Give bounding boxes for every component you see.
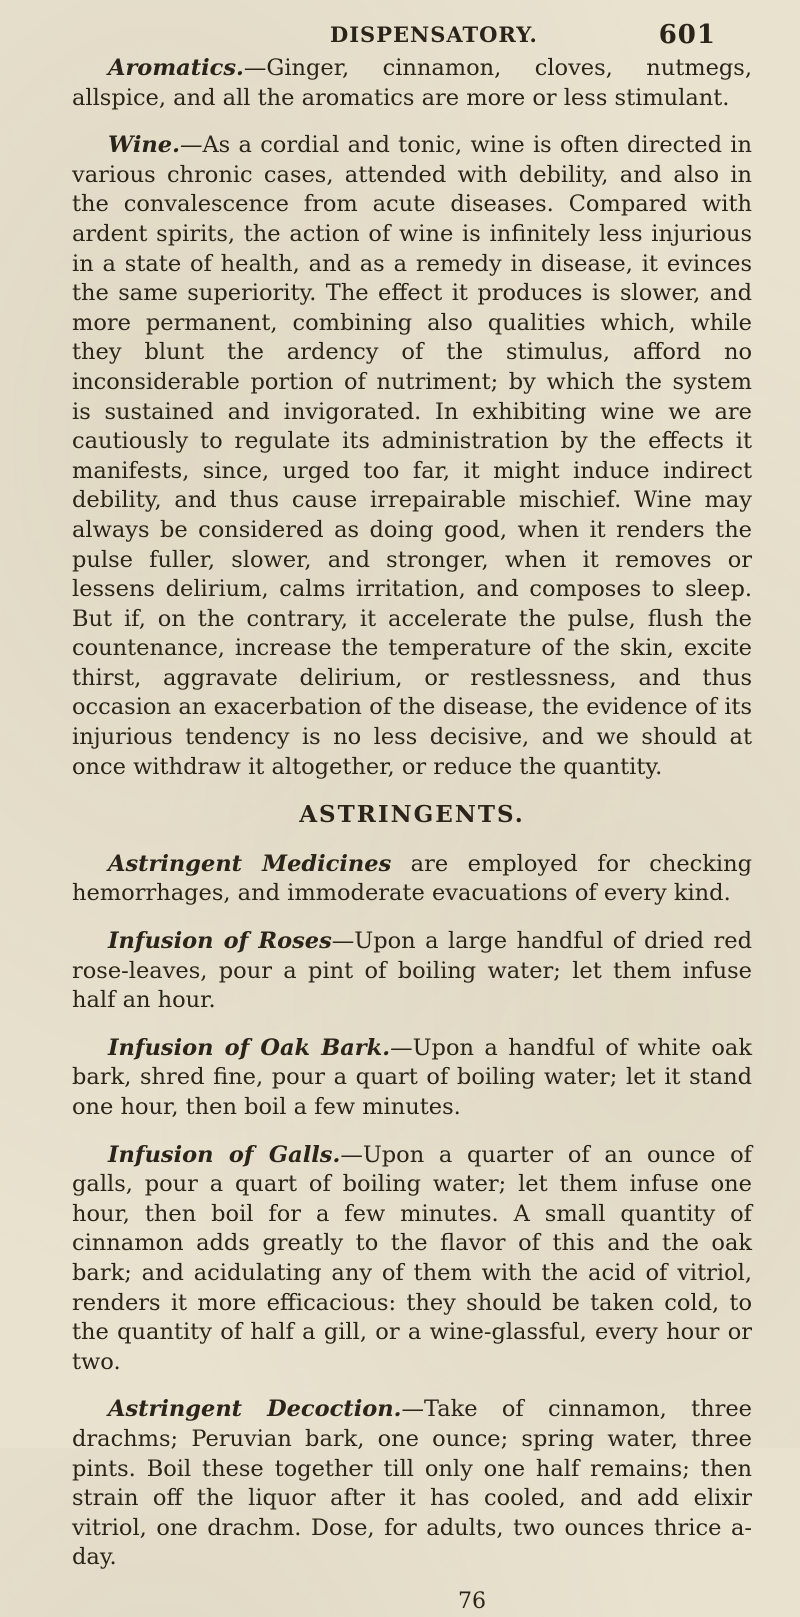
- text-infusion-oak: —Upon a handful of white oak bark, shred fine, pour a quart of boiling water; let it stand one hour, then boil a few minutes.: [72, 1034, 752, 1120]
- lead-infusion-oak: Infusion of Oak Bark.: [108, 1034, 391, 1061]
- signature-mark: 76: [458, 1588, 486, 1614]
- text-wine: —As a cordial and tonic, wine is often directed in various chronic cases, attended with debility, and also in the convalescence from acute diseases. Compared with ardent spirits, the action of wine is infinitely less injurious in a state of health, and as a remedy in disease, it evinces the same superiority. The effect it produces is slower, and more permanent, combining also qualities which, while they blunt the ardency of the stimulus, afford no inconsiderable portion of nutriment; by which the system is sustained and invigorated. In exhibiting wine we are cautiously to regulate its administration by the effects it manifests, since, urged too far, it might induce indirect debility, and thus cause irrepairable mischief. Wine may always be considered as doing good, when it renders the pulse fuller, slower, and stronger, when it removes or lessens delirium, calms irritation, and composes to sleep. But if, on the contrary, it accelerate the pulse, flush the countenance, increase the temperature of the skin, excite thirst, aggravate delirium, or restlessness, and thus occasion an exacerbation of the disease, the evidence of its injurious tendency is no less decisive, and we should at once withdraw it altogether, or reduce the quantity.: [72, 132, 752, 780]
- paragraph-aromatics: [72, 54, 752, 113]
- lead-astringent-medicines: Astringent Medicines: [108, 850, 392, 877]
- paragraph-infusion-oak: [72, 1034, 752, 1123]
- running-title: DISPENSATORY.: [330, 22, 538, 47]
- text-aromatics: —Ginger, cinnamon, cloves, nutmegs, allspice, and all the aromatics are more or less stimulant.: [72, 55, 752, 111]
- text-infusion-galls: —Upon a quarter of an ounce of galls, pour a quart of boiling water; let them infuse one hour, then boil for a few minutes. A small quantity of cinnamon adds greatly to the flavor of this and the oak bark; and acidulating any of them with the acid of vitriol, renders it more efficacious: they should be taken cold, to the quantity of half a gill, or a wine-glassful, every hour or two.: [72, 1141, 752, 1375]
- lead-infusion-galls: Infusion of Galls.: [108, 1141, 341, 1168]
- section-heading-astringents: ASTRINGENTS.: [299, 801, 525, 829]
- paragraph-infusion-roses: [72, 927, 752, 1016]
- text-astringent-medicines: are employed for checking hemorrhages, and immoderate evacuations of every kind.: [72, 850, 752, 907]
- lead-wine: Wine.: [108, 132, 180, 159]
- paragraph-wine: [72, 131, 752, 782]
- lead-aromatics: Aromatics.: [108, 55, 244, 81]
- text-infusion-roses: —Upon a large handful of dried red rose-leaves, pour a pint of boiling water; let them infuse half an hour.: [72, 928, 752, 1014]
- paragraph-astringent-decoction: [72, 1395, 752, 1573]
- page-number: 601: [658, 20, 716, 50]
- text-astringent-decoction: —Take of cinnamon, three drachms; Peruvian bark, one ounce; spring water, three pints. Boil these together till only one half remains; then strain off the liquor after it has cooled, and add elixir vitriol, one drachm. Dose, for adults, two ounces thrice a-day.: [72, 1396, 752, 1571]
- running-header: [72, 20, 752, 54]
- lead-astringent-decoction: Astringent Decoction.: [108, 1396, 402, 1423]
- lead-infusion-roses: Infusion of Roses: [108, 928, 332, 955]
- paragraph-infusion-galls: [72, 1141, 752, 1378]
- paragraph-astringent-medicines: [72, 850, 752, 909]
